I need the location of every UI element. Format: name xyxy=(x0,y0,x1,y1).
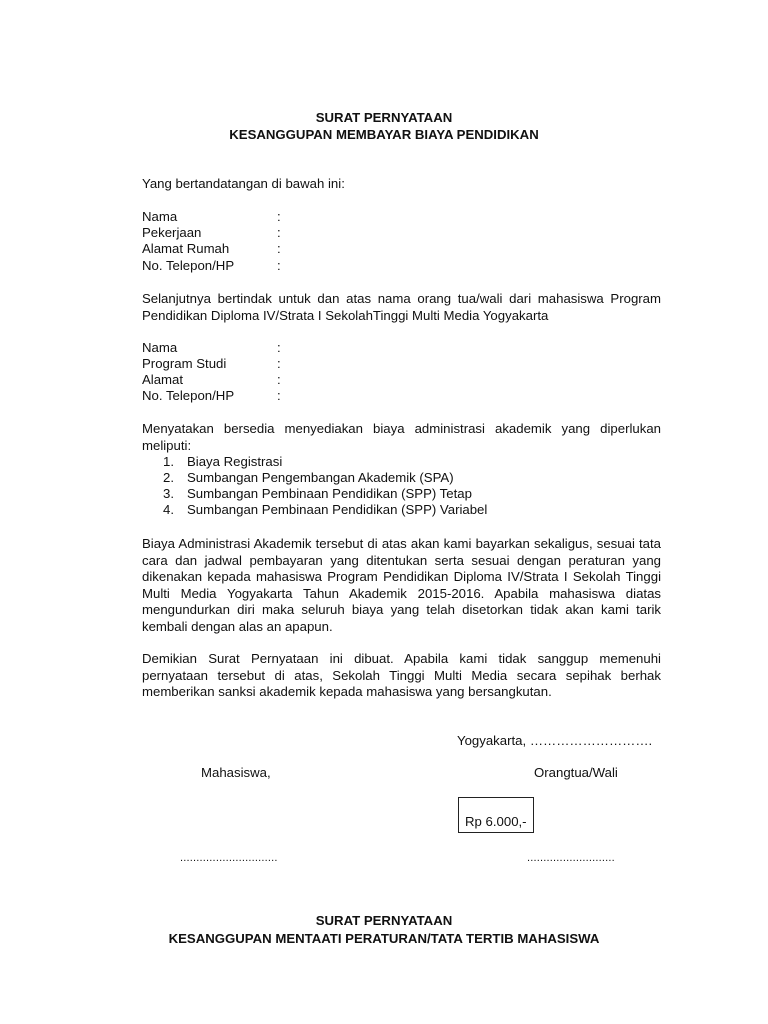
list-number: 3. xyxy=(163,486,174,501)
list-text: Sumbangan Pembinaan Pendidikan (SPP) Tetap xyxy=(187,486,472,501)
second-letter-subtitle: KESANGGUPAN MENTAATI PERATURAN/TATA TERTIB MAHASISWA xyxy=(168,931,600,946)
field-colon: : xyxy=(277,241,281,256)
letter-subtitle: KESANGGUPAN MEMBAYAR BIAYA PENDIDIKAN xyxy=(229,127,539,142)
field-label: Alamat xyxy=(142,372,184,387)
signer-guardian-label: Orangtua/Wali xyxy=(534,765,618,780)
acting-paragraph: Selanjutnya bertindak untuk dan atas nama orang tua/wali dari mahasiswa Program Pendidikan Diploma IV/Strata I SekolahTinggi Multi Media Yogyakarta xyxy=(142,291,661,323)
field-colon: : xyxy=(277,258,281,273)
list-number: 4. xyxy=(163,502,174,517)
field-colon: : xyxy=(277,340,281,355)
second-letter-title: SURAT PERNYATAAN xyxy=(315,913,453,928)
list-text: Biaya Registrasi xyxy=(187,454,283,469)
intro-text: Yang bertandatangan di bawah ini: xyxy=(142,176,345,191)
field-label: Nama xyxy=(142,340,178,355)
field-colon: : xyxy=(277,209,281,224)
field-colon: : xyxy=(277,225,281,240)
stamp-duty-amount: Rp 6.000,- xyxy=(465,814,527,829)
payment-paragraph: Biaya Administrasi Akademik tersebut di atas akan kami bayarkan sekaligus, sesuai tata cara dan jadwal pembayaran yang ditentukan serta sesuai dengan peraturan yang dikenakan kepada mahasiswa Program Pendidikan Diploma IV/Strata I Sekolah Tinggi Multi Media Yogyakarta Tahun Akademik 2015-2016. Apabila mahasiswa diatas mengundurkan diri maka seluruh biaya yang telah disetorkan tidak akan kami tarik kembali dengan alas an apapun. xyxy=(142,536,661,634)
list-text: Sumbangan Pembinaan Pendidikan (SPP) Variabel xyxy=(187,502,488,517)
field-colon: : xyxy=(277,372,281,387)
field-label: Pekerjaan xyxy=(142,225,202,240)
field-colon: : xyxy=(277,388,281,403)
declaration-paragraph: Menyatakan bersedia menyediakan biaya administrasi akademik yang diperlukan meliputi: xyxy=(142,421,661,453)
signature-line-student: .............................. xyxy=(180,852,278,864)
list-text: Sumbangan Pengembangan Akademik (SPA) xyxy=(187,470,454,485)
field-label: No. Telepon/HP xyxy=(142,388,235,403)
place-date: Yogyakarta, ………………………. xyxy=(457,733,653,748)
field-label: Nama xyxy=(142,209,178,224)
list-number: 2. xyxy=(163,470,174,485)
signer-student-label: Mahasiswa, xyxy=(201,765,271,780)
signature-line-guardian: ........................... xyxy=(527,852,615,864)
list-number: 1. xyxy=(163,454,174,469)
stamp-duty-box xyxy=(458,797,534,833)
field-colon: : xyxy=(277,356,281,371)
field-label: Program Studi xyxy=(142,356,227,371)
field-label: Alamat Rumah xyxy=(142,241,230,256)
closing-paragraph: Demikian Surat Pernyataan ini dibuat. Apabila kami tidak sanggup memenuhi pernyataan tersebut di atas, Sekolah Tinggi Multi Media secara sepihak berhak memberikan sanksi akademik kepada mahasiswa yang bersangkutan. xyxy=(142,651,661,699)
letter-title: SURAT PERNYATAAN xyxy=(315,110,453,125)
field-label: No. Telepon/HP xyxy=(142,258,235,273)
